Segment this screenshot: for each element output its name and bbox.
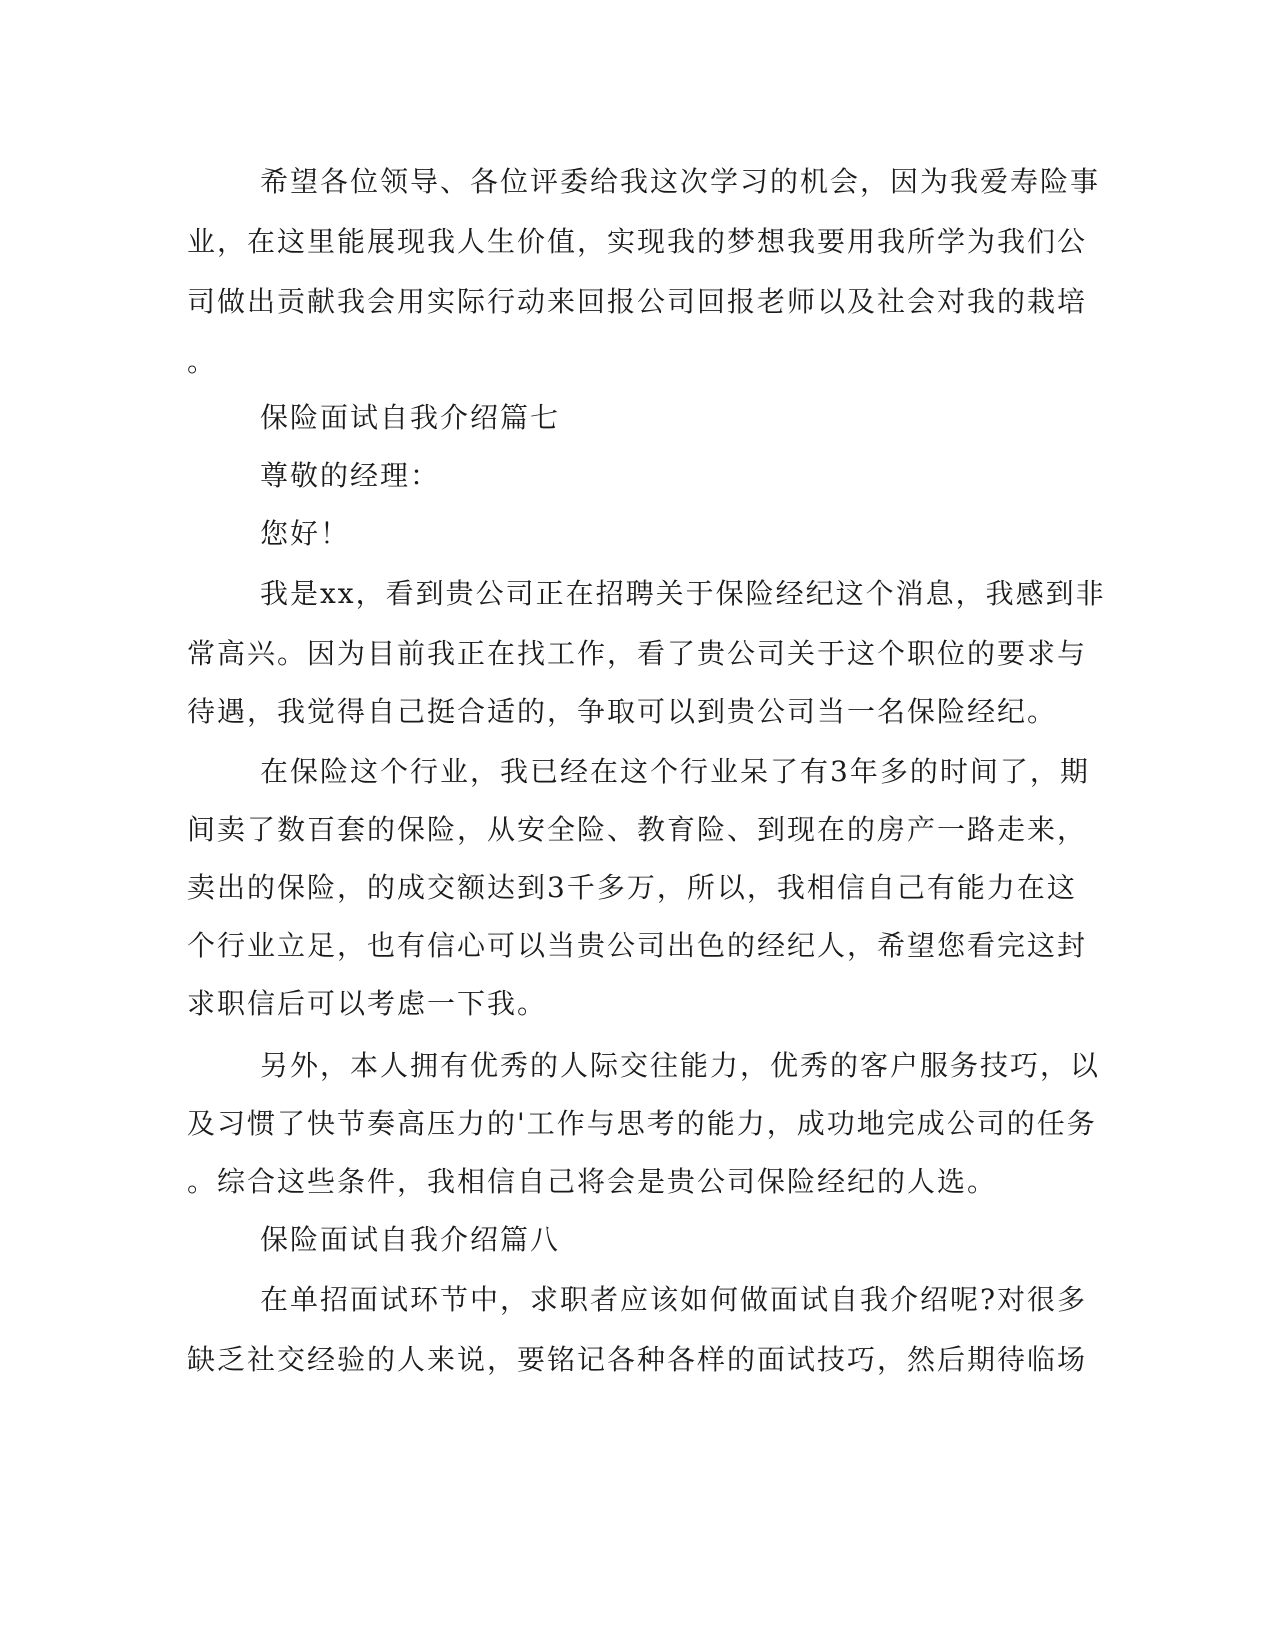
paragraph-line: 求职信后可以考虑一下我。 xyxy=(187,987,548,1020)
paragraph-line: 司做出贡献我会用实际行动来回报公司回报老师以及社会对我的栽培 xyxy=(187,285,1088,318)
paragraph-line: 在单招面试环节中，求职者应该如何做面试自我介绍呢?对很多 xyxy=(260,1283,1088,1316)
paragraph-line: 希望各位领导、各位评委给我这次学习的机会，因为我爱寿险事 xyxy=(260,165,1101,198)
paragraph-line: 我是xx，看到贵公司正在招聘关于保险经纪这个消息，我感到非 xyxy=(260,577,1106,610)
section-heading: 保险面试自我介绍篇七 xyxy=(260,401,561,434)
paragraph-line: 在保险这个行业，我已经在这个行业呆了有3年多的时间了，期 xyxy=(260,755,1090,788)
paragraph-line: 。 xyxy=(187,345,218,378)
paragraph-line: 及习惯了快节奏高压力的'工作与思考的能力，成功地完成公司的任务 xyxy=(187,1107,1097,1140)
paragraph-line: 卖出的保险，的成交额达到3千多万，所以，我相信自己有能力在这 xyxy=(187,871,1077,904)
salutation: 尊敬的经理： xyxy=(260,459,441,492)
section-heading: 保险面试自我介绍篇八 xyxy=(260,1223,561,1256)
paragraph-line: 另外，本人拥有优秀的人际交往能力，优秀的客户服务技巧，以 xyxy=(260,1049,1101,1082)
paragraph-line: 。综合这些条件，我相信自己将会是贵公司保险经纪的人选。 xyxy=(187,1165,998,1198)
paragraph-line: 间卖了数百套的保险，从安全险、教育险、到现在的房产一路走来， xyxy=(187,813,1088,846)
paragraph-line: 个行业立足，也有信心可以当贵公司出色的经纪人，希望您看完这封 xyxy=(187,929,1088,962)
paragraph-line: 业，在这里能展现我人生价值，实现我的梦想我要用我所学为我们公 xyxy=(187,225,1088,258)
paragraph-line: 常高兴。因为目前我正在找工作，看了贵公司关于这个职位的要求与 xyxy=(187,637,1088,670)
greeting: 您好！ xyxy=(260,517,351,550)
paragraph-line: 待遇，我觉得自己挺合适的，争取可以到贵公司当一名保险经纪。 xyxy=(187,695,1058,728)
paragraph-line: 缺乏社交经验的人来说，要铭记各种各样的面试技巧，然后期待临场 xyxy=(187,1343,1088,1376)
